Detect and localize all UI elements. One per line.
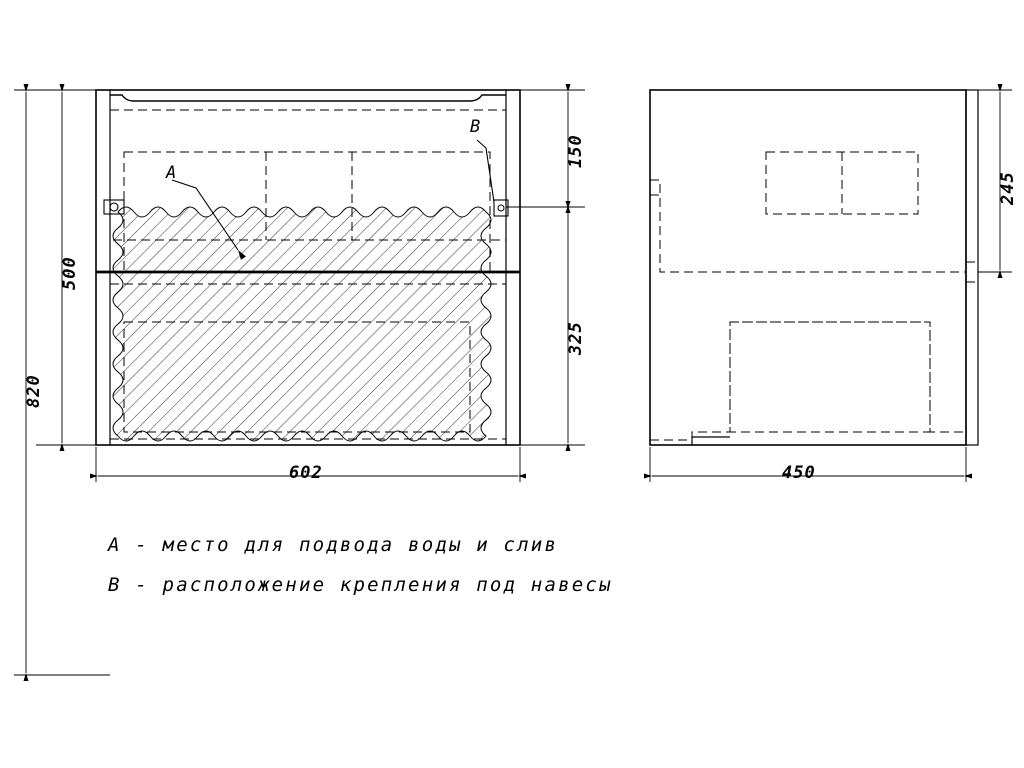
side-view-group xyxy=(650,90,978,445)
basin-hatched-region xyxy=(113,207,491,441)
dimension-245: 245 xyxy=(998,171,1018,205)
dimension-325: 325 xyxy=(566,321,586,355)
legend xyxy=(108,534,748,614)
dimension-602: 602 xyxy=(289,463,323,483)
legend-line-a: A - место для подвода воды и слив xyxy=(108,534,559,556)
callout-b-tag: B xyxy=(470,117,481,137)
side-outer-body xyxy=(650,90,966,445)
dimension-500: 500 xyxy=(60,256,80,290)
dimension-820: 820 xyxy=(24,374,44,408)
front-view-group xyxy=(96,90,520,445)
callout-a-tag: A xyxy=(166,163,177,183)
legend-line-b: B - расположение крепления под навесы xyxy=(108,574,613,596)
side-back-panel xyxy=(966,90,978,445)
dimension-150: 150 xyxy=(566,134,586,168)
dimension-450: 450 xyxy=(782,463,816,483)
